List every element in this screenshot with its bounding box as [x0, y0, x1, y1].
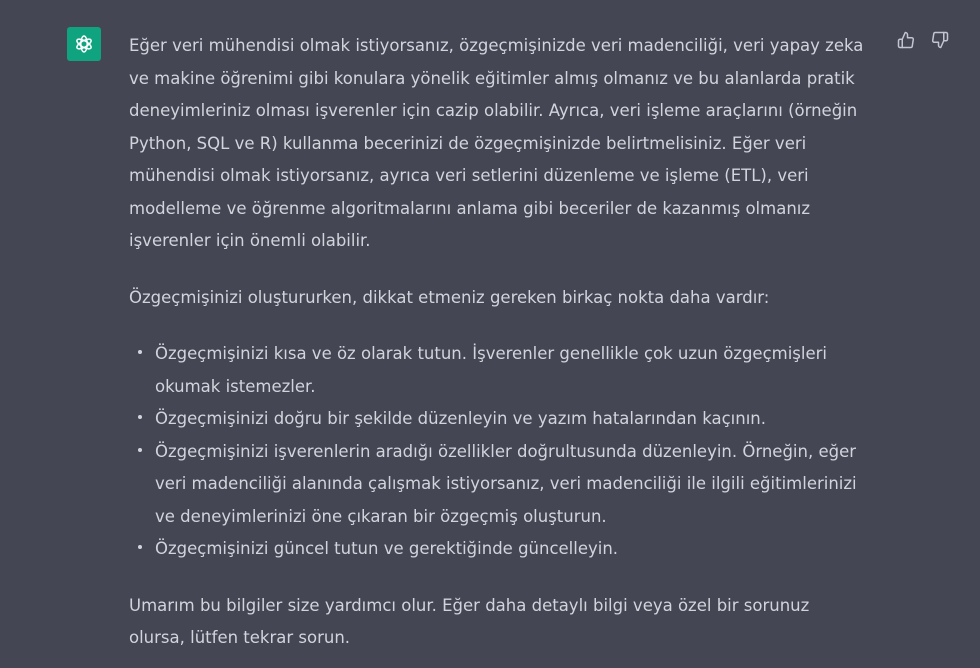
list-item: Özgeçmişinizi kısa ve öz olarak tutun. İşverenler genellikle çok uzun özgeçmişleri okumak istemezler.: [155, 338, 864, 403]
thumbs-up-icon: [897, 31, 915, 49]
thumbs-up-button[interactable]: [896, 30, 916, 50]
list-item: Özgeçmişinizi işverenlerin aradığı özellikler doğrultusunda düzenleyin. Örneğin, eğer veri madenciliği alanında çalışmak istiyorsanız, veri madenciliği ile ilgili eğitimlerinizi ve deneyimlerinizi öne çıkaran bir özgeçmiş oluşturun.: [155, 436, 864, 534]
list-item: Özgeçmişinizi güncel tutun ve gerektiğinde güncelleyin.: [155, 533, 864, 566]
message-paragraph: Umarım bu bilgiler size yardımcı olur. Eğer daha detaylı bilgi veya özel bir sorunuz olursa, lütfen tekrar sorun.: [129, 595, 810, 647]
openai-logo-icon: [72, 32, 96, 56]
assistant-message: [129, 30, 864, 655]
feedback-buttons: [896, 30, 950, 50]
assistant-avatar: [67, 27, 101, 61]
message-paragraph: Eğer veri mühendisi olmak istiyorsanız, özgeçmişinizde veri madenciliği, veri yapay zeka ve makine öğrenimi gibi konulara yönelik eğitimler almış olmanız ve bu alanlarda pratik deneyimleriniz olması işverenler için cazip olabilir. Ayrıca, veri işleme araçlarını (örneğin Python, SQL ve R) kullanma becerinizi de özgeçmişinizde belirtmelisiniz. Eğer veri mühendisi olmak istiyorsanız, ayrıca veri setlerini düzenleme ve işleme (ETL), veri modelleme ve öğrenme algoritmalarını anlama gibi beceriler de kazanmış olmanız işverenler için önemli olabilir.: [129, 36, 864, 250]
list-item: Özgeçmişinizi doğru bir şekilde düzenleyin ve yazım hatalarından kaçının.: [155, 403, 864, 436]
message-paragraph: Özgeçmişinizi oluştururken, dikkat etmeniz gereken birkaç nokta daha vardır:: [129, 287, 770, 307]
thumbs-down-button[interactable]: [930, 30, 950, 50]
tips-list: [129, 338, 864, 566]
thumbs-down-icon: [931, 31, 949, 49]
